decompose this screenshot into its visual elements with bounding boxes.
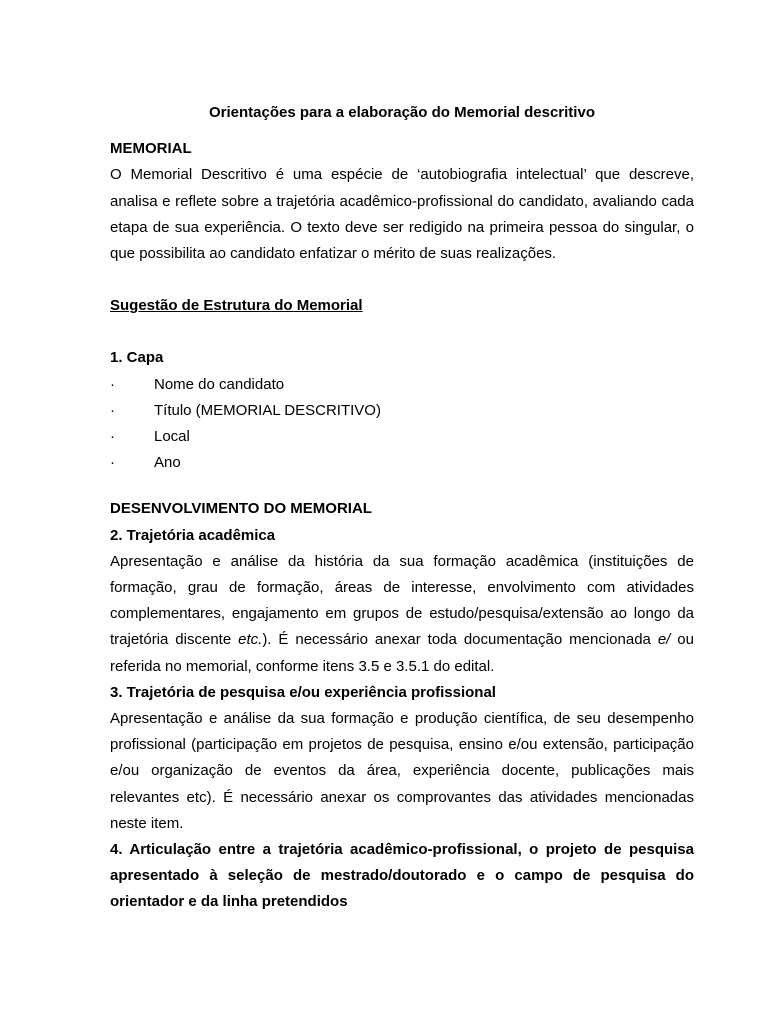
section-2-text-middle: ). É necessário anexar toda documentação mencionada bbox=[262, 631, 658, 649]
list-item bbox=[110, 450, 694, 476]
development-heading: DESENVOLVIMENTO DO MEMORIAL bbox=[110, 500, 372, 518]
bullet-mark: · bbox=[110, 401, 115, 419]
structure-title: Sugestão de Estrutura do Memorial bbox=[110, 297, 363, 315]
list-item-text: Título (MEMORIAL DESCRITIVO) bbox=[154, 401, 381, 419]
spacer bbox=[110, 476, 694, 496]
section-4-heading: 4. Articulação entre a trajetória acadêmico-profissional, o projeto de pesquisa apresentado à seleção de mestrado/doutorado e o campo de pesquisa do orientador e da linha pretendidos bbox=[110, 841, 694, 911]
list-item-text: Nome do candidato bbox=[154, 375, 285, 393]
bullet-mark: · bbox=[110, 428, 115, 446]
section-2-italic-e: e/ bbox=[657, 631, 671, 649]
bullet-mark: · bbox=[110, 375, 115, 393]
section-2-paragraph bbox=[110, 549, 694, 680]
spacer bbox=[110, 319, 694, 345]
section-3-heading: 3. Trajetória de pesquisa e/ou experiência profissional bbox=[110, 683, 496, 701]
section-2-text-end: ou referida no memorial, conforme itens 3.5 e 3.5.1 do edital. bbox=[110, 631, 694, 675]
list-item bbox=[110, 398, 694, 424]
list-item-text: Ano bbox=[154, 454, 181, 472]
list-item bbox=[110, 372, 694, 398]
section-2-heading: 2. Trajetória acadêmica bbox=[110, 526, 276, 544]
document-body bbox=[110, 100, 694, 916]
capa-heading: 1. Capa bbox=[110, 349, 164, 367]
capa-list bbox=[110, 372, 694, 477]
memorial-paragraph: O Memorial Descritivo é uma espécie de ‘autobiografia intelectual’ que descreve, analisa e reflete sobre a trajetória acadêmico-profissional do candidato, avaliando cada etapa de sua experiência. O texto deve ser redigido na primeira pessoa do singular, o que possibilita ao candidato enfatizar o mérito de suas realizações. bbox=[110, 166, 694, 263]
list-item-text: Local bbox=[154, 428, 190, 446]
document-title: Orientações para a elaboração do Memorial descritivo bbox=[209, 104, 595, 121]
bullet-mark: · bbox=[110, 454, 115, 472]
section-3-paragraph: Apresentação e análise da sua formação e produção científica, de seu desempenho profissional (participação em projetos de pesquisa, ensino e/ou extensão, participação e/ou organização de eventos da área, experiência docente, publicações mais relevantes etc). É necessário anexar os comprovantes das atividades mencionadas neste item. bbox=[110, 710, 694, 832]
section-2-italic-etc: etc. bbox=[238, 631, 263, 649]
list-item bbox=[110, 424, 694, 450]
memorial-heading: MEMORIAL bbox=[110, 140, 192, 158]
spacer bbox=[110, 267, 694, 293]
section-2-text-start: Apresentação e análise da história da sua formação acadêmica (instituições de formação, grau de formação, áreas de interesse, envolvimento com atividades complementares, engajamento em grupos de estudo/pesquisa/extensão ao longo da trajetória discente bbox=[110, 552, 694, 649]
